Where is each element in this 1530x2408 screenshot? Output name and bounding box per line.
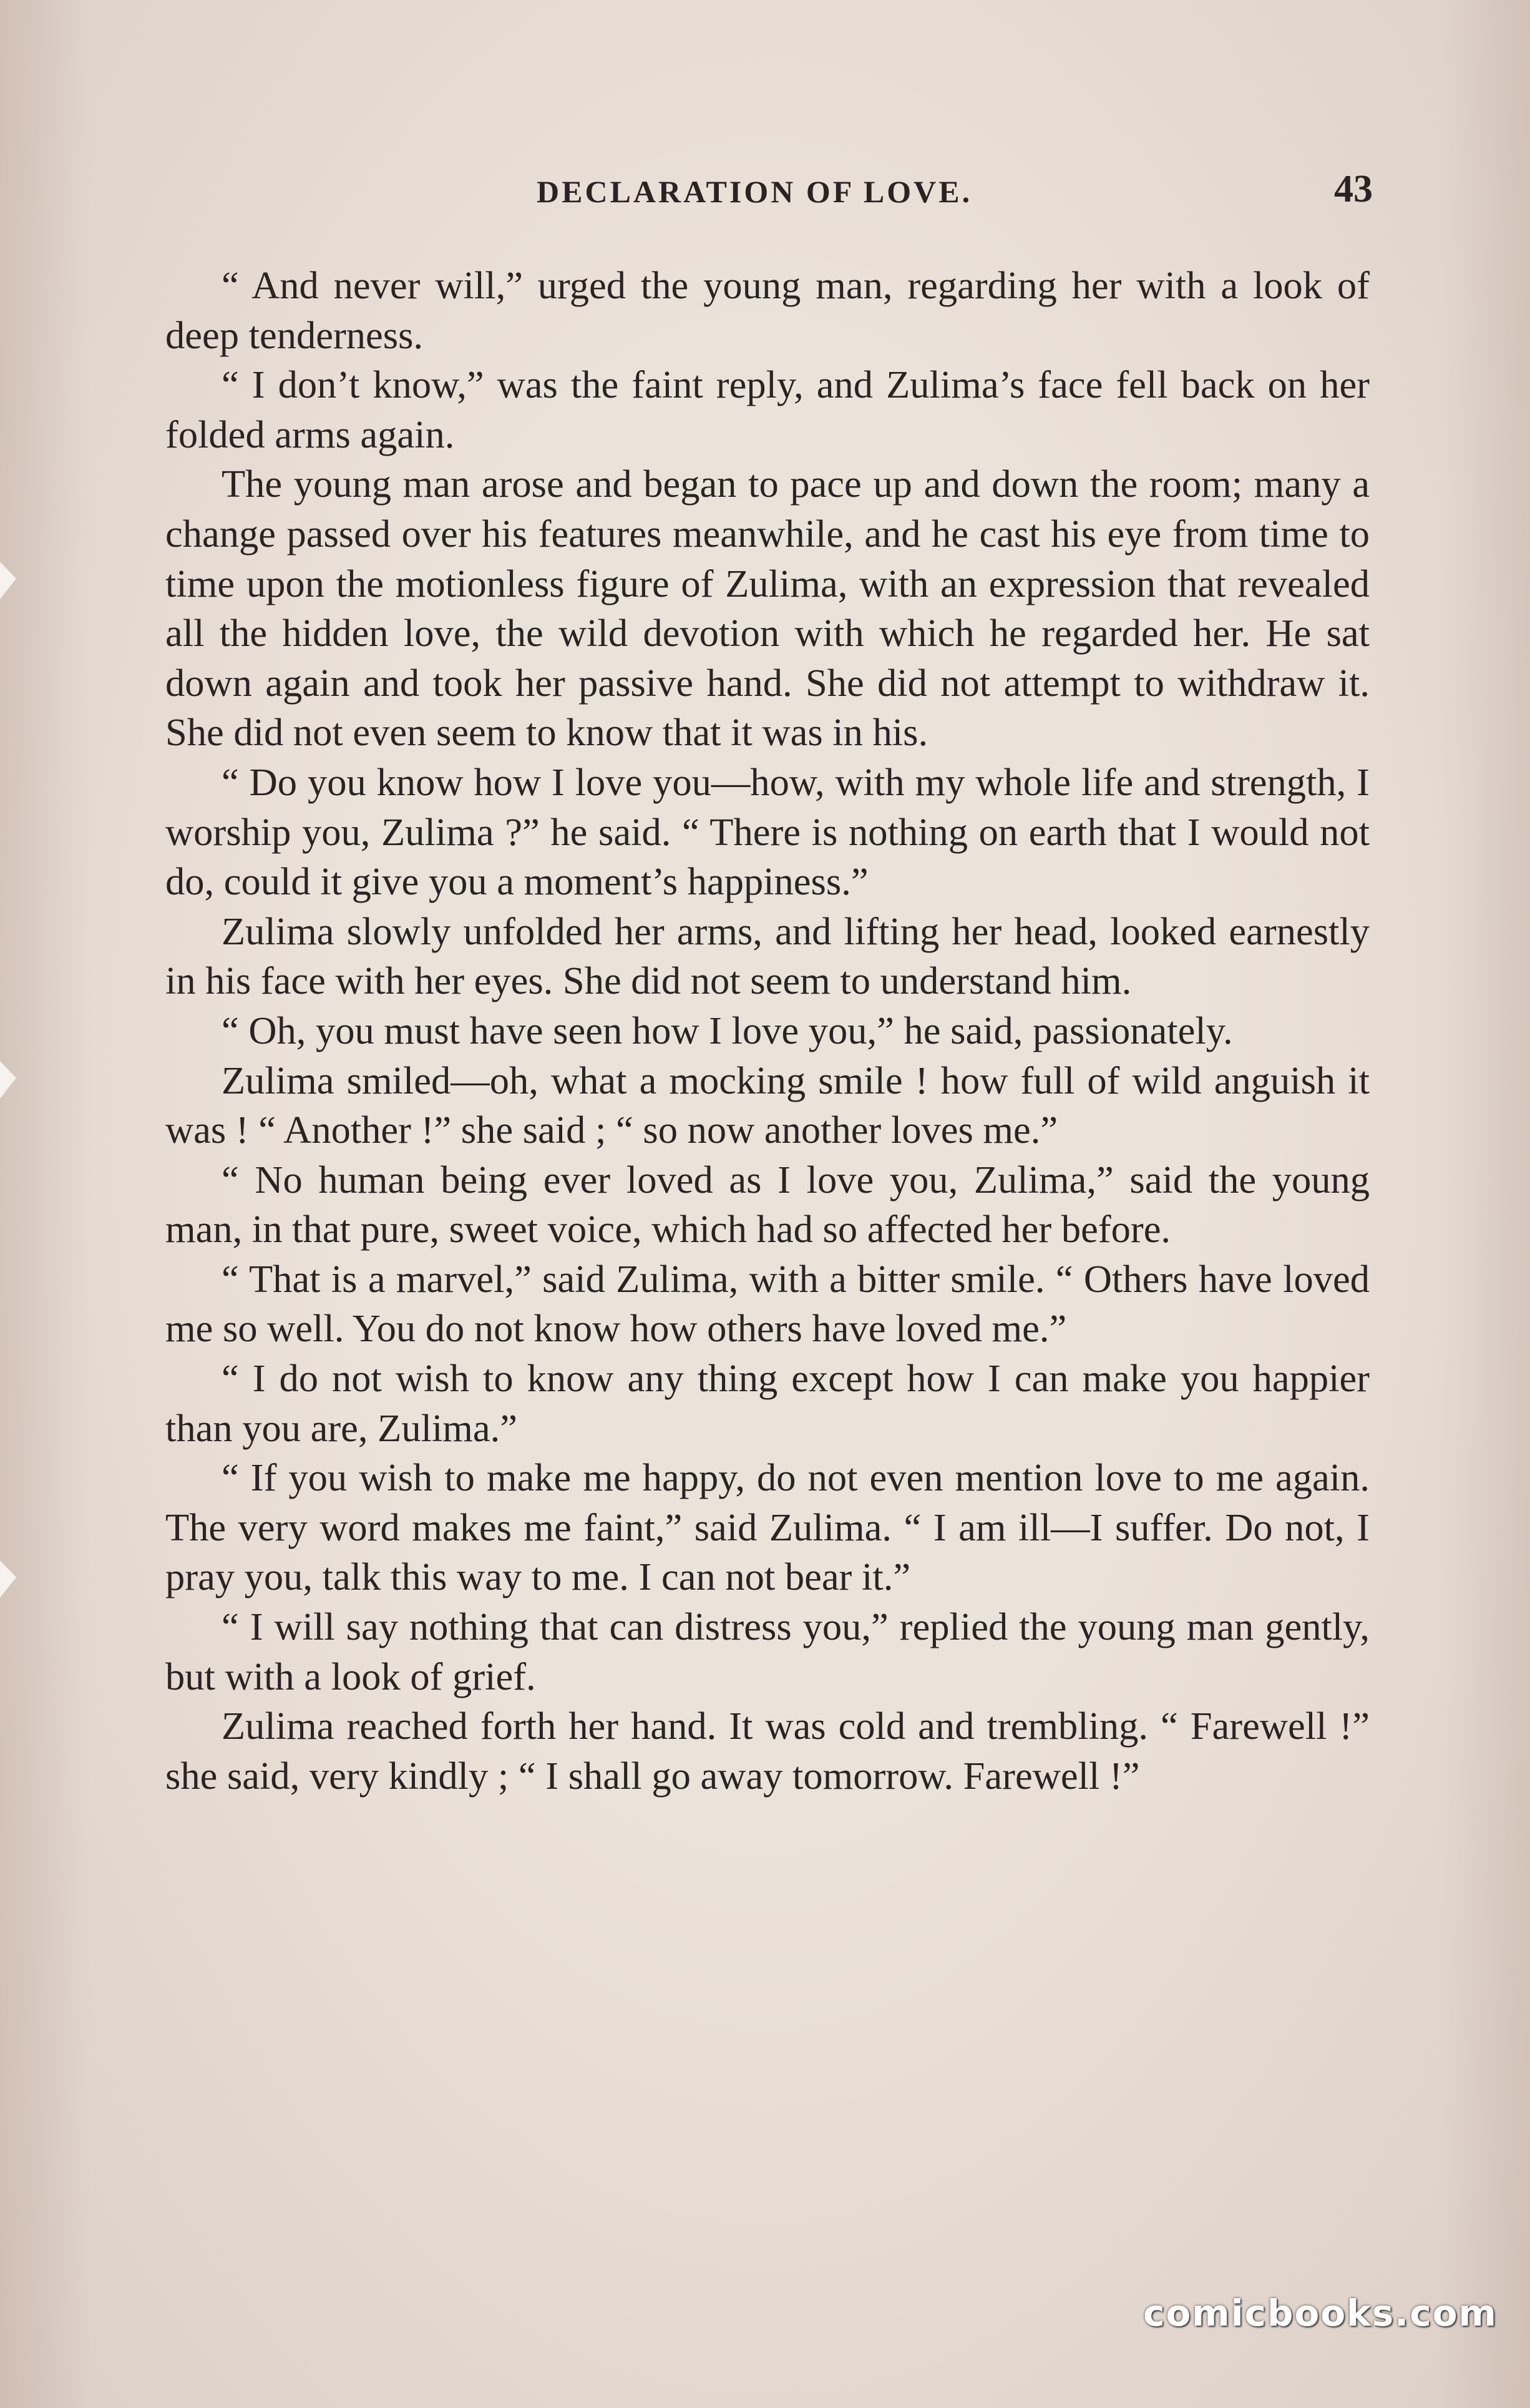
page-edge-tear xyxy=(0,562,16,599)
paragraph: “ If you wish to make me happy, do not even mention love to me again. The very word makes me faint,” said Zulima. “ I am ill—I suffer. Do not, I pray you, talk this way to me. I can not bear it.” xyxy=(165,1456,1370,1599)
paragraph: Zulima smiled—oh, what a mocking smile ! how full of wild anguish it was ! “ Another !” she said ; “ so now another loves me.” xyxy=(165,1058,1370,1152)
paragraph: “ Do you know how I love you—how, with my whole life and strength, I worship you, Zulima ?” he said. “ There is nothing on earth that I would not do, could it give you a moment’s happiness.” xyxy=(165,760,1370,904)
page-edge-tear xyxy=(0,1560,16,1598)
page-edge-tear xyxy=(0,1061,16,1099)
paragraph: “ I will say nothing that can distress you,” replied the young man gently, but with a look of grief. xyxy=(165,1605,1370,1698)
paragraph: “ No human being ever loved as I love you, Zulima,” said the young man, in that pure, sweet voice, which had so affected her before. xyxy=(165,1157,1370,1251)
paragraph: The young man arose and began to pace up and down the room; many a change passed over his features meanwhile, and he cast his eye from time to time upon the motionless figure of Zulima, with an expression that revealed all the hidden love, the wild devotion with which he regarded her. He sat down again and took her passive hand. She did not attempt to withdraw it. She did not even seem to know that it was in his. xyxy=(165,462,1370,755)
body-text xyxy=(165,261,1370,1801)
paragraph: “ That is a marvel,” said Zulima, with a bitter smile. “ Others have loved me so well. You do not know how others have loved me.” xyxy=(165,1256,1370,1351)
paragraph: “ I do not wish to know any thing except how I can make you happier than you are, Zulima.” xyxy=(165,1356,1370,1450)
paragraph: “ I don’t know,” was the faint reply, and Zulima’s face fell back on her folded arms again. xyxy=(165,363,1370,456)
paragraph: Zulima slowly unfolded her arms, and lifting her head, looked earnestly in his face with her eyes. She did not seem to understand him. xyxy=(165,909,1370,1003)
paragraph: “ Oh, you must have seen how I love you,” he said, passionately. xyxy=(222,1008,1233,1052)
paragraph: “ And never will,” urged the young man, regarding her with a look of deep tenderness. xyxy=(165,263,1370,357)
page-number: 43 xyxy=(1334,168,1373,210)
paragraph: Zulima reached forth her hand. It was cold and trembling. “ Farewell !” she said, very kindly ; “ I shall go away tomorrow. Farewell !” xyxy=(165,1704,1370,1798)
page-header xyxy=(162,167,1373,223)
running-head: DECLARATION OF LOVE. xyxy=(537,174,973,209)
watermark: comicbooks.com xyxy=(1143,2292,1498,2334)
